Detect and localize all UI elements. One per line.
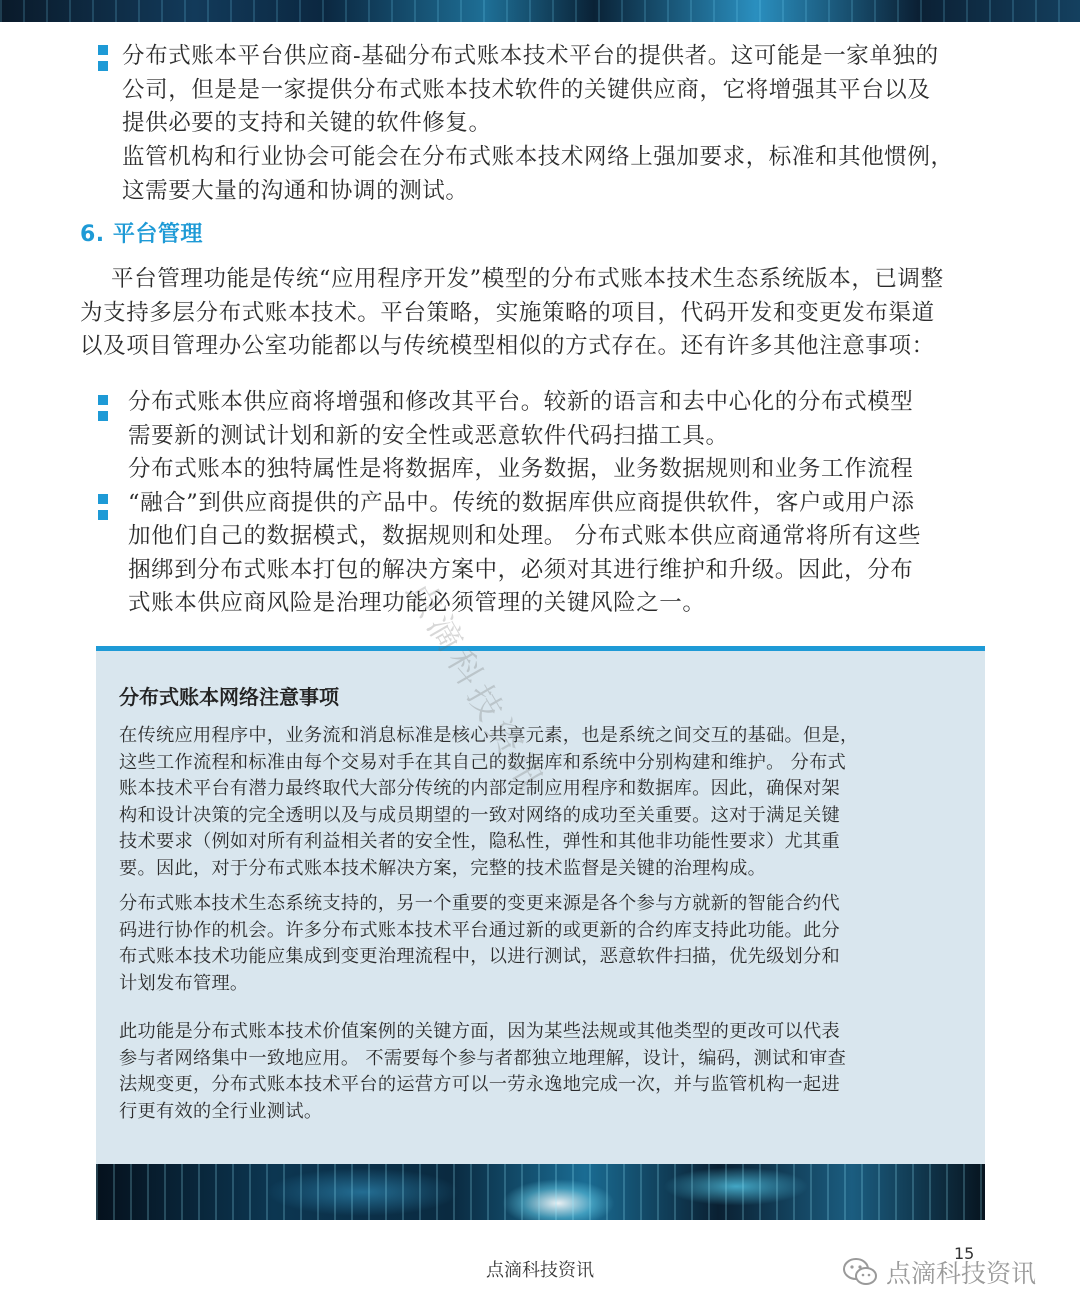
- wechat-icon: [842, 1257, 878, 1287]
- callout-paragraph: 分布式账本技术生态系统支持的，另一个重要的变更来源是各个参与方就新的智能合约代 码进行协作的机会。许多分布式账本技术平台通过新的或更新的合约库支持此功能。此分 布式账本技术功能应集成到变更治理流程中，以进行测试，恶意软件扫描，优先级划分和 计划发布管理。: [119, 893, 841, 994]
- regulator-paragraph: 监管机构和行业协会可能会在分布式账本技术网络上强加要求，标准和其他惯例， 这需要大量的沟通和协调的测试。: [122, 144, 954, 204]
- platform-management-intro: 平台管理功能是传统“应用程序开发”模型的分布式账本技术生态系统版本，已调整 为支持多层分布式账本技术。平台策略，实施策略的项目，代码开发和变更发布渠道 以及项目管理办公室功能都以与传统模型相似的方式存在。还有许多其他注意事项：: [80, 266, 944, 359]
- callout-title: 分布式账本网络注意事项: [119, 685, 339, 709]
- section-heading: 6. 平台管理: [80, 222, 203, 247]
- callout-box: [96, 646, 985, 1164]
- square-bullet-icon: [98, 494, 108, 524]
- watermark-text: 点滴科技资讯: [886, 1259, 1037, 1288]
- callout-paragraph: 此功能是分布式账本技术价值案例的关键方面，因为某些法规或其他类型的更改可以代表 参与者网络集中一致地应用。 不需要每个参与者都独立地理解，设计，编码，测试和审查 法规变更，分布式账本技术平台的运营方可以一劳永逸地完成一次，并与监管机构一起进 行更有效的全行业测试。: [119, 1021, 847, 1122]
- wechat-watermark: [842, 1252, 1036, 1292]
- diagonal-watermark: 点滴科技资讯: [398, 574, 554, 802]
- top-banner-image: [0, 0, 1080, 22]
- square-bullet-icon: [98, 395, 108, 425]
- bullet-vendor-risk: 分布式账本的独特属性是将数据库，业务数据，业务数据规则和业务工作流程 “融合”到供应商提供的产品中。传统的数据库供应商提供软件，客户或用户添 加他们自己的数据模式，数据规则和处理。 分布式账本供应商通常将所有这些 捆绑到分布式账本打包的解决方案中，必须对其进行维护和升级。因此，分布 式账本供应商风险是治理功能必须管理的关键风险之一。: [128, 456, 922, 616]
- platform-vendor-paragraph: 分布式账本平台供应商-基础分布式账本技术平台的提供者。这可能是一家单独的 公司，但是是一家提供分布式账本技术软件的关键供应商，它将增强其平台以及 提供必要的支持和关键的软件修复。: [122, 43, 939, 136]
- footer-source-text: 点滴科技资讯: [486, 1260, 594, 1281]
- bullet-vendor-enhancement: 分布式账本供应商将增强和修改其平台。较新的语言和去中心化的分布式模型 需要新的测试计划和新的安全性或恶意软件代码扫描工具。: [128, 389, 914, 449]
- square-bullet-icon: [98, 45, 108, 75]
- decorative-light-image: [96, 1164, 985, 1220]
- page-number: 15: [954, 1244, 975, 1263]
- callout-paragraph: 在传统应用程序中，业务流和消息标准是核心共享元素，也是系统之间交互的基础。但是， 这些工作流程和标准由每个交易对手在其自己的数据库和系统中分别构建和维护。 分布式 账本技术平台有潜力最终取代大部分传统的内部定制应用程序和数据库。因此，确保对架 构和设计决策的完全透明以及与成员期望的一致对网络的成功至关重要。这对于满足关键 技术要求（例如对所有利益相关者的安全性，隐私性，弹性和其他非功能性要求）尤其重 要。因此，对于分布式账本技术解决方案，完整的技术监督是关键的治理构成。: [119, 725, 859, 879]
